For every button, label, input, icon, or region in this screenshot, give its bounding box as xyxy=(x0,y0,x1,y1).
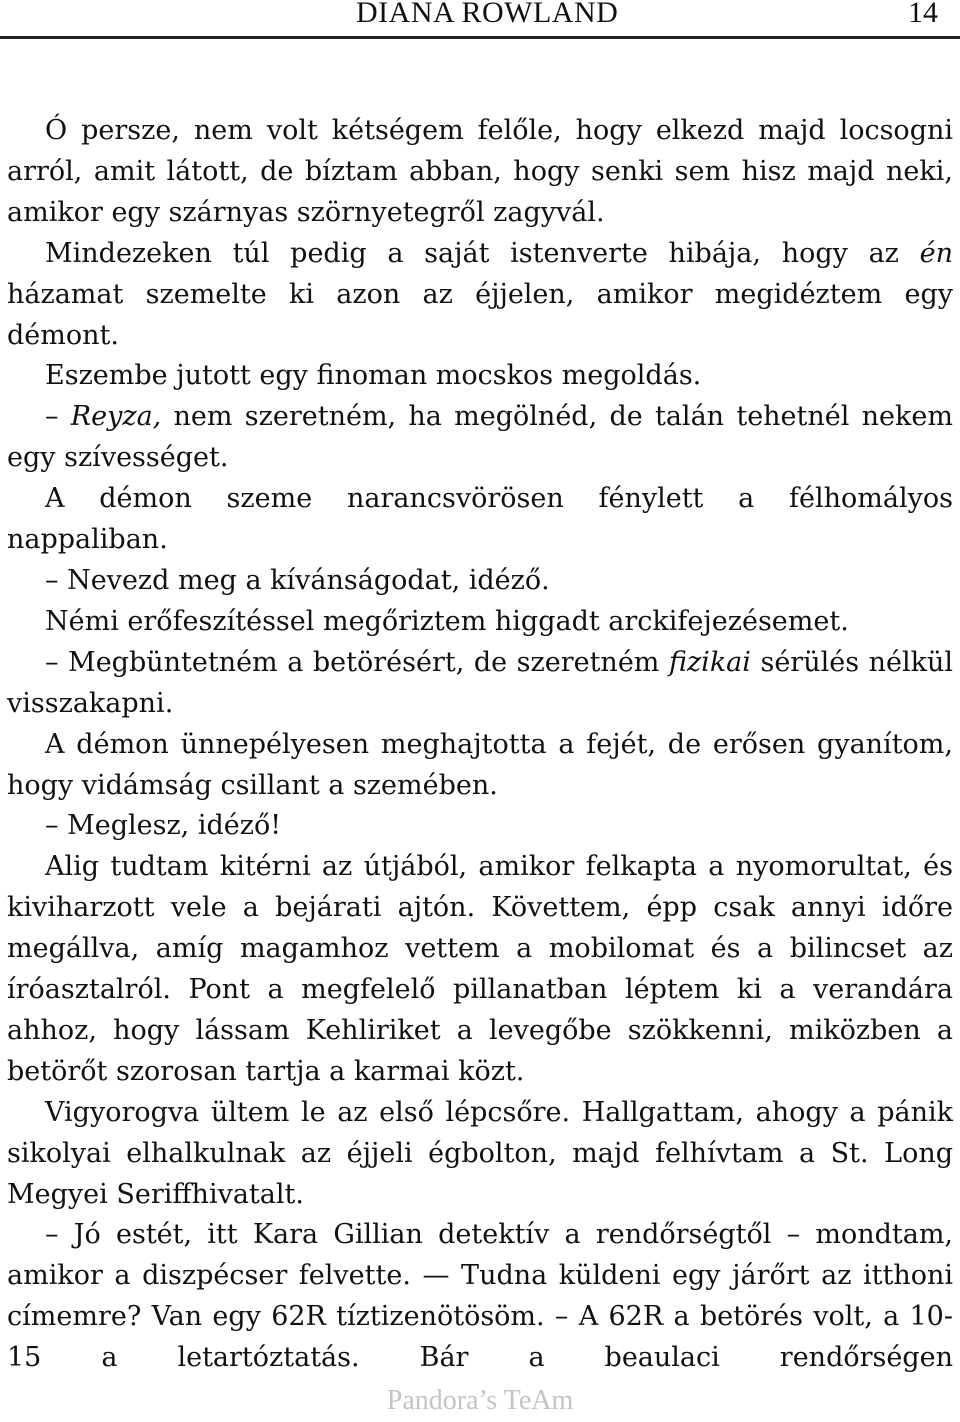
paragraph-p4 xyxy=(7,397,953,479)
italic-run: én xyxy=(919,237,953,269)
paragraph-p9 xyxy=(7,725,953,807)
running-head-author: DIANA ROWLAND xyxy=(356,0,619,29)
paragraph-p8 xyxy=(7,643,953,725)
paragraph-p3 xyxy=(7,356,953,397)
text-run: – Nevezd meg a kívánságodat, idéző. xyxy=(45,564,550,596)
text-run: Vigyorogva ültem le az első lépcsőre. Hallgattam, ahogy a pánik sikolyai elhalkulnak az éjjeli égbolton, majd felhívtam a St. Long Megyei Seriffhivatalt. xyxy=(7,1096,953,1210)
text-run: A démon ünnepélyesen meghajtotta a fejét, de erősen gyanítom, hogy vidámság csillant a szemében. xyxy=(7,728,953,801)
page-header xyxy=(0,0,960,39)
text-run: – Meglesz, idéző! xyxy=(45,810,282,842)
text-run: A démon szeme narancsvörösen fénylett a félhomályos nappaliban. xyxy=(7,483,953,556)
paragraph-p11 xyxy=(7,847,953,1092)
text-run: – Megbüntetném a betörésért, de szeretném xyxy=(45,646,669,678)
paragraph-p5 xyxy=(7,479,953,561)
page-number: 14 xyxy=(908,0,938,29)
italic-run: Reyza, xyxy=(70,401,162,433)
paragraph-p1 xyxy=(7,111,953,234)
italic-run: fizikai xyxy=(668,646,751,678)
text-run: Alig tudtam kitérni az útjából, amikor felkapta a nyomorultat, és kiviharzott vele a bejárati ajtón. Követtem, épp csak annyi időre megállva, amíg magamhoz vettem a mobilomat és a bilincset az íróasztalról. Pont a megfelelő pillanatban léptem ki a verandára ahhoz, hogy lássam Kehliriket a levegőbe szökkenni, miközben a betörőt szorosan tartja a karmai közt. xyxy=(7,851,953,1087)
text-run: Mindezeken túl pedig a saját istenverte hibája, hogy az xyxy=(45,237,920,269)
text-run: – xyxy=(45,401,71,433)
text-run: házamat szemelte ki azon az éjjelen, amikor megidéztem egy démont. xyxy=(7,278,953,351)
text-run: Eszembe jutott egy finoman mocskos megoldás. xyxy=(45,360,702,392)
paragraph-p2 xyxy=(7,234,953,357)
body-text xyxy=(7,111,953,1379)
footer-watermark: Pandora’s TeAm xyxy=(386,1385,574,1416)
text-run: Némi erőfeszítéssel megőriztem higgadt arckifejezésemet. xyxy=(45,605,849,637)
paragraph-p6 xyxy=(7,561,953,602)
paragraph-p7 xyxy=(7,602,953,643)
text-run: – Jó estét, itt Kara Gillian detektív a rendőrségtől – mondtam, amikor a diszpécser felvette. — Tudna küldeni egy járőrt az itthoni címemre? Van egy 62R tíztizenötösöm. – A 62R a betörés volt, a 10-15 a letartóztatás. Bár a beaulaci rendőrségen xyxy=(7,1219,953,1374)
text-run: sérülés nélkül visszakapni. xyxy=(7,646,954,719)
paragraph-p13 xyxy=(7,1215,953,1379)
text-run: nem szeretném, ha megölnéd, de talán tehetnél nekem egy szívességet. xyxy=(7,401,953,474)
paragraph-p10 xyxy=(7,806,953,847)
text-run: Ó persze, nem volt kétségem felőle, hogy elkezd majd locsogni arról, amit látott, de bíztam abban, hogy senki sem hisz majd neki, amikor egy szárnyas szörnyetegről zagyvál. xyxy=(7,115,953,228)
paragraph-p12 xyxy=(7,1093,953,1216)
